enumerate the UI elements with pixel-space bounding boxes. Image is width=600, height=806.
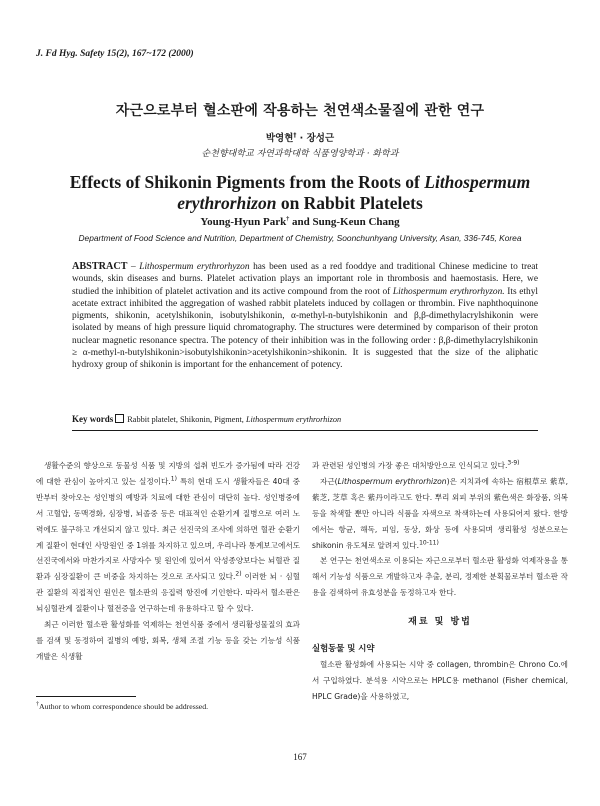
right-p1-text: 과 관련된 성인병의 가장 좋은 대처방안으로 인식되고 있다.	[312, 461, 508, 470]
left-p1-text-c: 이러한 뇌 · 심혈관 질환의 직접적인 원인은 혈소판의 응집력 항진에 기인한다. 따라서 혈소판은 뇌심혈관계 질환이나 혈전증을 연구하는데 유용하다고 할 수 있다.	[36, 572, 300, 614]
reference-mark: 1)	[170, 475, 177, 483]
english-title	[40, 172, 560, 214]
left-p1-text-b: 특히 현대 도시 생활자들은 40대 중반부터 찾아오는 성인병의 예방과 치료에 대한 관심이 대단히 높다. 성인병중에서 고혈압, 동맥경화, 심장병, 뇌졸중 등은 대표적인 순환기계 질병으로 여러 노력에도 불구하고 개선되지 않고 있다. 최근 선진국의 조사에 의하면 혈관 순환기계 질환이 현대인 사망원인 중 1위를 차지하고 있으며, 우리나라 통계보고에서도 선진국에서와 마찬가지로 사망자수 및 원인에 있어서 악성종양보다는 뇌혈관 질환과 심장질환이 큰 비중을 차지하는 것으로 조사되고 있다.	[36, 476, 300, 582]
right-column	[312, 458, 568, 705]
abstract-species-1: Lithospermum erythrorhyzon	[139, 262, 250, 272]
right-paragraph-1	[312, 458, 568, 474]
left-paragraph-2: 최근 이러한 혈소판 활성화를 억제하는 천연식품 중에서 생리활성물질의 효과를 검색 및 동정하여 질병의 예방, 회복, 생체 조절 기능 등을 갖는 기능성 식품 개발은 식생활	[36, 620, 300, 661]
keywords-divider	[72, 430, 538, 431]
abstract-species-2: Lithospermum erythrorhyzon.	[392, 286, 505, 297]
korean-author-1: 박영현	[265, 133, 294, 144]
reference-mark: 10-11)	[419, 539, 439, 546]
reference-mark: 2)	[235, 570, 242, 578]
right-paragraph-2	[312, 474, 568, 554]
abstract-dash: –	[127, 262, 140, 272]
right-p2-text-a: 자근(	[320, 476, 338, 486]
keywords-species: Lithospermum erythrorhizon	[245, 415, 342, 424]
korean-authors	[0, 130, 600, 144]
abstract	[72, 261, 538, 372]
subsection-heading-materials: 실험동물 및 시약	[312, 643, 375, 654]
keywords-text: Rabbit platelet, Shikonin, Pigment,	[127, 415, 246, 424]
keywords	[72, 414, 538, 424]
right-p2-species: Lithospermum erythrorhizon	[337, 476, 447, 486]
checkbox-icon	[115, 414, 124, 423]
right-paragraph-4: 혈소판 활성화에 사용되는 시약 중 collagen, thrombin은 Chrono Co.에서 구입하였다. 분석용 시약으로는 HPLC용 methanol (Fisher chemical, HPLC Grade)을 사용하였고,	[312, 659, 568, 701]
abstract-text-1: has been used as a red fooddye and traditional Chinese medicine to treat wounds, skin diseases and burns. Platelet activation plays an important role in thrombosis and haemostasis. Here, we studied the inhibition of platelet activation and its active compound from the root of	[72, 262, 539, 297]
english-title-species: Lithospermum erythrorhizon	[177, 172, 531, 213]
english-title-text-1: Effects of Shikonin Pigments from the Roots of	[69, 172, 425, 192]
english-author-mark: †	[286, 216, 290, 223]
reference-mark: 3-9)	[507, 459, 520, 467]
english-affiliation: Department of Food Science and Nutrition, Department of Chemistry, Soonchunhyang University, Asan, 336-745, Korea	[78, 233, 522, 243]
author-mark: †	[293, 131, 297, 139]
right-paragraph-3: 본 연구는 천연색소로 이용되는 자근으로부터 혈소판 활성화 억제작용을 통해서 기능성 식품으로 개발하고자 추출, 분리, 정제한 분획물로부터 혈소판 작용을 검색하여 유효성분을 동정하고자 한다.	[312, 556, 568, 598]
english-author-1: Young-Hyun Park	[200, 216, 287, 228]
footnote-text: Author to whom correspondence should be addressed.	[39, 702, 209, 711]
section-heading-methods: 재료 및 방법	[408, 617, 472, 628]
footnote	[36, 702, 300, 711]
keywords-label: Key words	[72, 414, 114, 424]
page-number: 167	[293, 752, 307, 762]
korean-title: 자근으로부터 혈소판에 작용하는 천연색소물질에 관한 연구	[115, 103, 485, 119]
running-header: J. Fd Hyg. Safety 15(2), 167~172 (2000)	[36, 49, 194, 59]
right-p2-text-b: )은 지치과에 속하는 宿根草로 紫草, 紫芝, 芝草 혹은 紫丹이라고도 한다. 뿌리 외피 부위의 紫色색은 화장품, 의복 등을 착색할 뿐만 아니라 식품을 자색으로 착색하는데 사용되어져 왔다. 한방에서는 항균, 해독, 피임, 동상, 화상 등에 사용되며 생리활성 성분으로는 shikonin 유도체로 알려져 있다.	[312, 476, 568, 550]
english-authors	[0, 216, 600, 228]
english-title-text-2: on Rabbit Platelets	[276, 193, 423, 213]
left-paragraph-1	[36, 458, 300, 617]
english-author-2: and Sung-Keun Chang	[289, 216, 400, 228]
left-column	[36, 458, 300, 665]
left-p1-text-a: 생활수준의 향상으로 동물성 식품 및 지방의 섭취 빈도가 증가됨에 따라 건강에 대한 관심이 높아지고 있는 실정이다.	[36, 461, 300, 486]
korean-author-2: · 장성근	[296, 133, 335, 144]
abstract-text-2: Its ethyl acetate extract inhibited the aggregation of washed rabbit platelets induced by collagen or thrombin. Five naphthoquinone pigments, shikonin, acetylshikonin, isobutylshikonin, α-methyl-n-butylshikonin and β,β-dimethylacrylshikonin were isolated by means of high pressure liquid chromatography. The structures were determined by comparison of their proton nuclear magnetic resonance spectra. The potency of their inhibition was in the following order : β,β-dimethylacrylshikonin ≥ α-methyl-n-butylshikonin>isobutylshikonin>acetylshikonin>shikonin. It is suggested that the size of the aliphatic hydroxy group of shikonin is important for the enhancement of potency.	[72, 286, 538, 371]
footnote-divider	[36, 696, 136, 697]
footnote-mark: †	[36, 701, 39, 708]
korean-affiliation: 순천향대학교 자연과학대학 식품영양학과 · 화학과	[201, 149, 399, 159]
abstract-label: ABSTRACT	[72, 261, 128, 272]
